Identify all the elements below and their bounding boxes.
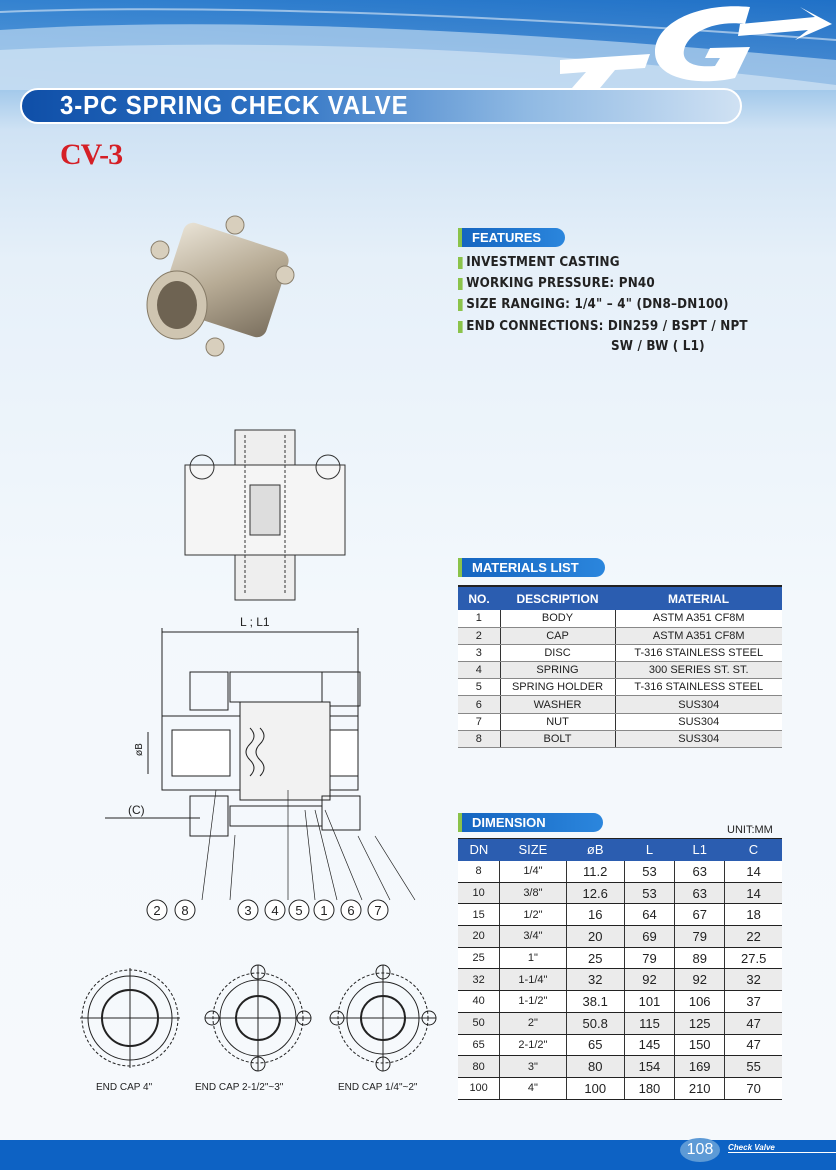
callout-7 — [368, 900, 388, 920]
table-cell: 40 — [458, 991, 500, 1013]
dimension-table — [458, 838, 782, 1100]
table-cell: 106 — [675, 991, 725, 1013]
callout-1 — [314, 900, 334, 920]
table-cell: SUS304 — [615, 713, 782, 730]
materials-table — [458, 585, 782, 748]
feature-item — [458, 297, 729, 312]
table-cell: 32 — [458, 969, 500, 991]
table-cell: 300 SERIES ST. ST. — [615, 662, 782, 679]
bullet-icon — [458, 299, 463, 311]
callout-3 — [238, 900, 258, 920]
table-row — [458, 926, 782, 948]
table-cell: 80 — [566, 1056, 624, 1078]
valve-product-photo — [135, 205, 305, 365]
table-cell: 210 — [675, 1077, 725, 1099]
end-cap-4-icon — [80, 968, 180, 1068]
callout-2 — [147, 900, 167, 920]
table-cell: 11.2 — [566, 861, 624, 883]
end-cap-2-1-2-3-icon — [205, 965, 311, 1071]
callout-8 — [175, 900, 195, 920]
feature-continuation: SW / BW ( L1) — [611, 339, 705, 354]
table-cell: 125 — [675, 1012, 725, 1034]
callout-5 — [289, 900, 309, 920]
table-cell: 169 — [675, 1056, 725, 1078]
col-header: MATERIAL — [615, 586, 782, 610]
table-cell: ASTM A351 CF8M — [615, 627, 782, 644]
table-cell: 47 — [725, 1034, 782, 1056]
table-cell: NUT — [500, 713, 615, 730]
table-cell: 65 — [566, 1034, 624, 1056]
table-cell: 65 — [458, 1034, 500, 1056]
table-row — [458, 730, 782, 747]
table-row — [458, 662, 782, 679]
table-cell: 53 — [624, 861, 674, 883]
table-cell: 20 — [458, 926, 500, 948]
table-row — [458, 861, 782, 883]
table-cell: 20 — [566, 926, 624, 948]
table-cell: 2 — [458, 627, 500, 644]
table-cell: 115 — [624, 1012, 674, 1034]
svg-text:4: 4 — [271, 903, 279, 918]
table-row — [458, 947, 782, 969]
table-cell: 18 — [725, 904, 782, 926]
table-cell: 22 — [725, 926, 782, 948]
col-header: øB — [566, 839, 624, 861]
table-cell: 63 — [675, 882, 725, 904]
bullet-icon — [458, 321, 463, 333]
feature-text: END CONNECTIONS: DIN259 / BSPT / NPT — [466, 319, 748, 334]
table-cell: 180 — [624, 1077, 674, 1099]
table-cell: 15 — [458, 904, 500, 926]
table-cell: 55 — [725, 1056, 782, 1078]
table-cell: 67 — [675, 904, 725, 926]
dimension-label: L ; L1 — [240, 615, 270, 629]
table-cell: 89 — [675, 947, 725, 969]
dimension-heading: DIMENSION — [458, 813, 603, 832]
table-cell: 3" — [500, 1056, 566, 1078]
table-cell: SPRING — [500, 662, 615, 679]
table-row — [458, 644, 782, 661]
unit-label: UNIT:MM — [727, 824, 773, 836]
table-cell: 3/4" — [500, 926, 566, 948]
table-row — [458, 882, 782, 904]
table-cell: 3 — [458, 644, 500, 661]
table-row — [458, 713, 782, 730]
table-cell: 150 — [675, 1034, 725, 1056]
table-cell: T-316 STAINLESS STEEL — [615, 644, 782, 661]
table-cell: BOLT — [500, 730, 615, 747]
features-heading: FEATURES — [458, 228, 565, 247]
svg-text:1: 1 — [320, 903, 328, 918]
table-cell: 1-1/4" — [500, 969, 566, 991]
page-title: 3-PC SPRING CHECK VALVE — [60, 90, 409, 120]
col-header: DN — [458, 839, 500, 861]
table-cell: 1/4" — [500, 861, 566, 883]
table-row — [458, 1056, 782, 1078]
svg-text:5: 5 — [295, 903, 303, 918]
svg-text:7: 7 — [374, 903, 382, 918]
end-cap-1-4-2-icon — [330, 965, 436, 1071]
table-cell: 4" — [500, 1077, 566, 1099]
table-cell: WASHER — [500, 696, 615, 713]
table-cell: 145 — [624, 1034, 674, 1056]
table-cell: 7 — [458, 713, 500, 730]
feature-text: WORKING PRESSURE: PN40 — [466, 276, 655, 291]
table-cell: 47 — [725, 1012, 782, 1034]
materials-heading: MATERIALS LIST — [458, 558, 605, 577]
table-cell: 92 — [675, 969, 725, 991]
model-number: CV-3 — [60, 138, 123, 171]
page-number: 108 — [680, 1138, 720, 1162]
callout-6 — [341, 900, 361, 920]
table-cell: 27.5 — [725, 947, 782, 969]
table-cell: 64 — [624, 904, 674, 926]
feature-text: SIZE RANGING: 1/4" – 4" (DN8–DN100) — [466, 297, 729, 312]
table-cell: 4 — [458, 662, 500, 679]
table-cell: 8 — [458, 861, 500, 883]
table-cell: SUS304 — [615, 730, 782, 747]
bullet-icon — [458, 278, 463, 290]
col-header: C — [725, 839, 782, 861]
table-cell: 92 — [624, 969, 674, 991]
feature-text: INVESTMENT CASTING — [466, 255, 620, 270]
feature-item — [458, 319, 748, 334]
table-cell: 70 — [725, 1077, 782, 1099]
table-cell: 50 — [458, 1012, 500, 1034]
feature-item — [458, 276, 655, 291]
table-cell: T-316 STAINLESS STEEL — [615, 679, 782, 696]
end-cap-drawings — [70, 960, 450, 1080]
table-cell: 2" — [500, 1012, 566, 1034]
table-cell: CAP — [500, 627, 615, 644]
col-header: L — [624, 839, 674, 861]
table-cell: SPRING HOLDER — [500, 679, 615, 696]
table-row — [458, 969, 782, 991]
table-cell: 154 — [624, 1056, 674, 1078]
table-cell: 1 — [458, 610, 500, 627]
table-row — [458, 1012, 782, 1034]
col-header: L1 — [675, 839, 725, 861]
feature-item — [458, 255, 620, 270]
table-cell: 8 — [458, 730, 500, 747]
table-cell: 32 — [725, 969, 782, 991]
table-cell: 100 — [458, 1077, 500, 1099]
end-cap-label: END CAP 2-1/2"~3" — [195, 1082, 284, 1093]
table-cell: 79 — [624, 947, 674, 969]
table-row — [458, 627, 782, 644]
svg-text:3: 3 — [244, 903, 252, 918]
col-header: NO. — [458, 586, 500, 610]
section-drawing — [100, 610, 420, 930]
col-header: SIZE — [500, 839, 566, 861]
table-cell: 37 — [725, 991, 782, 1013]
table-cell: 14 — [725, 882, 782, 904]
table-cell: 50.8 — [566, 1012, 624, 1034]
table-cell: 16 — [566, 904, 624, 926]
table-row — [458, 991, 782, 1013]
end-cap-label: END CAP 4" — [96, 1082, 153, 1093]
footer-section-label: Check Valve — [728, 1143, 836, 1153]
table-row — [458, 696, 782, 713]
table-cell: ASTM A351 CF8M — [615, 610, 782, 627]
table-cell: BODY — [500, 610, 615, 627]
table-cell: 69 — [624, 926, 674, 948]
table-cell: 10 — [458, 882, 500, 904]
svg-text:2: 2 — [153, 903, 161, 918]
table-row — [458, 610, 782, 627]
table-cell: 1-1/2" — [500, 991, 566, 1013]
c-label: (C) — [128, 803, 145, 817]
table-cell: 79 — [675, 926, 725, 948]
end-cap-label: END CAP 1/4"~2" — [338, 1082, 418, 1093]
cutaway-illustration — [180, 425, 350, 605]
table-cell: 25 — [458, 947, 500, 969]
table-row — [458, 679, 782, 696]
table-cell: 38.1 — [566, 991, 624, 1013]
table-cell: 32 — [566, 969, 624, 991]
col-header: DESCRIPTION — [500, 586, 615, 610]
table-cell: 80 — [458, 1056, 500, 1078]
bullet-icon — [458, 257, 463, 269]
table-cell: 6 — [458, 696, 500, 713]
table-row — [458, 904, 782, 926]
table-cell: 3/8" — [500, 882, 566, 904]
table-cell: 5 — [458, 679, 500, 696]
table-cell: 2-1/2" — [500, 1034, 566, 1056]
table-cell: SUS304 — [615, 696, 782, 713]
table-cell: 101 — [624, 991, 674, 1013]
table-cell: 14 — [725, 861, 782, 883]
table-cell: 1/2" — [500, 904, 566, 926]
table-cell: 53 — [624, 882, 674, 904]
svg-text:8: 8 — [181, 903, 189, 918]
table-cell: 63 — [675, 861, 725, 883]
table-cell: DISC — [500, 644, 615, 661]
table-cell: 25 — [566, 947, 624, 969]
tg-logo — [560, 2, 835, 88]
table-cell: 12.6 — [566, 882, 624, 904]
table-cell: 1" — [500, 947, 566, 969]
bore-label: øB — [134, 743, 145, 756]
callout-4 — [265, 900, 285, 920]
svg-text:6: 6 — [347, 903, 355, 918]
table-cell: 100 — [566, 1077, 624, 1099]
table-row — [458, 1034, 782, 1056]
table-row — [458, 1077, 782, 1099]
